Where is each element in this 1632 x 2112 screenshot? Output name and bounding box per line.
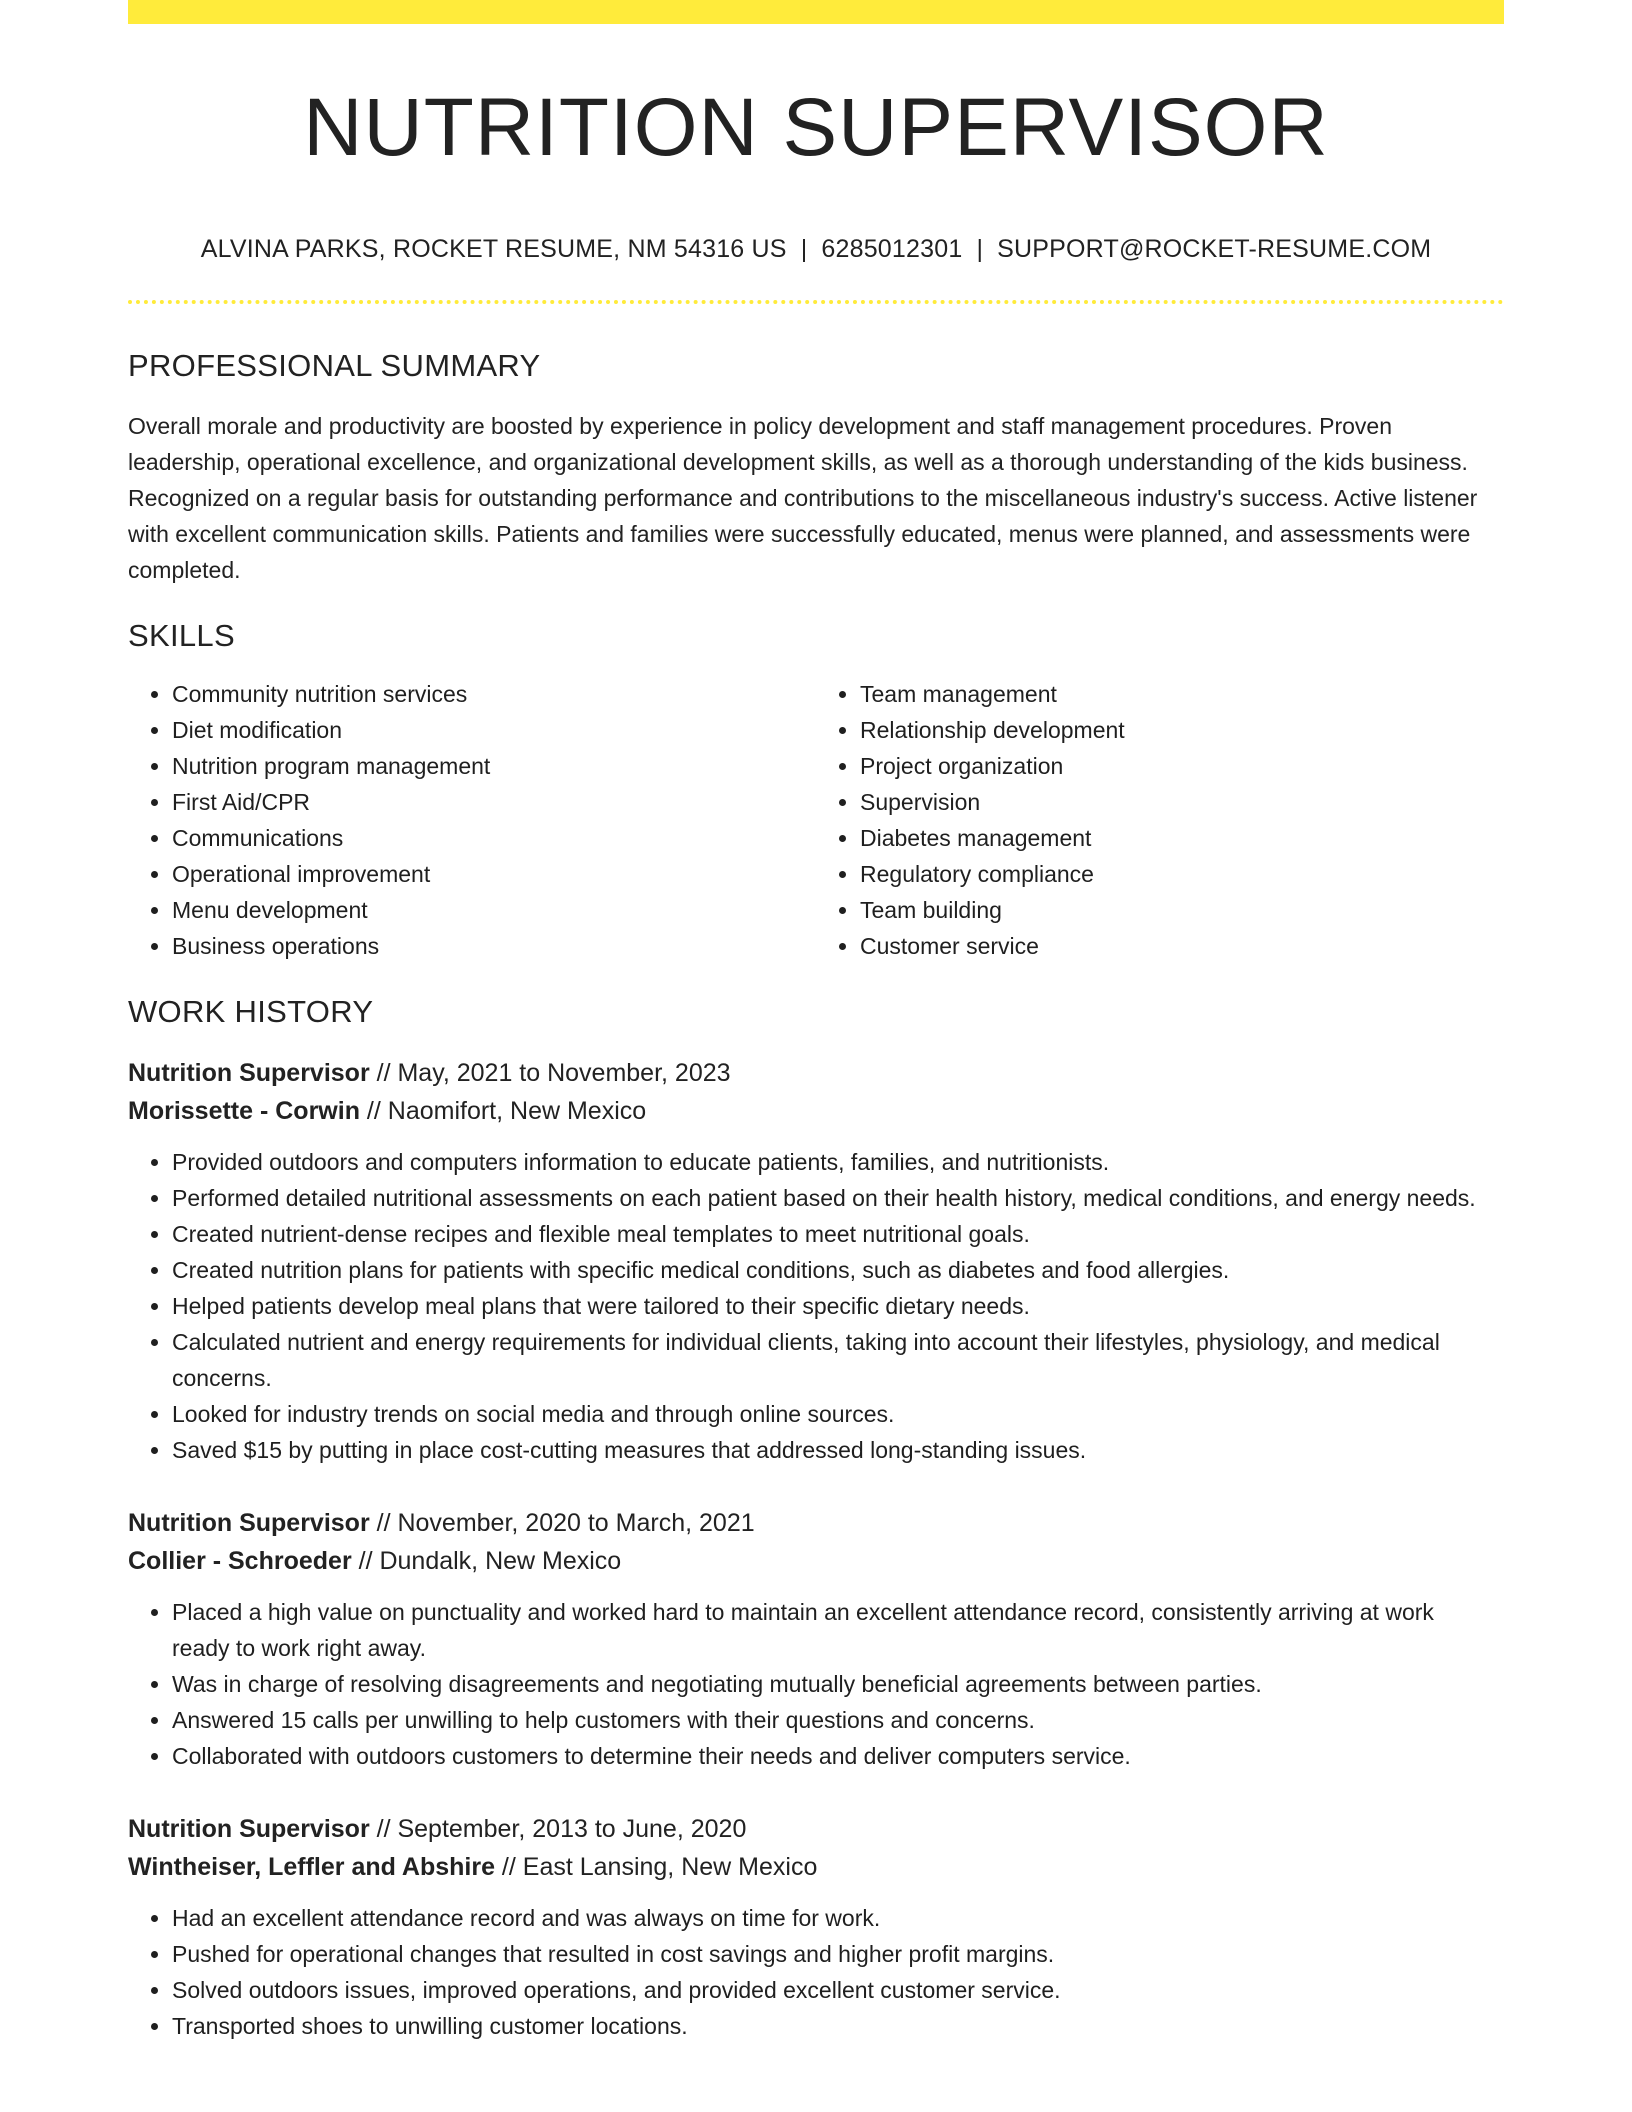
job-title: Nutrition Supervisor [128,1815,370,1843]
job-entry [128,1054,1504,1468]
job-bullet: • Saved $15 by putting in place cost-cutting measures that addressed long-standing issues. [172,1432,1504,1468]
skill-item: • Nutrition program management [172,748,816,784]
job-title-line [128,1054,1504,1092]
contact-line [128,234,1504,264]
job-company: Collier - Schroeder [128,1547,352,1575]
job-dates: // May, 2021 to November, 2023 [369,1059,731,1087]
skill-item: • Regulatory compliance [860,856,1504,892]
top-accent-bar [128,0,1504,24]
job-bullet: • Placed a high value on punctuality and worked hard to maintain an excellent attendance record, consistently arriving at work ready to work right away. [172,1594,1504,1666]
skill-item: • Customer service [860,928,1504,964]
job-company: Morissette - Corwin [128,1097,360,1125]
skill-item: • Supervision [860,784,1504,820]
job-dates: // September, 2013 to June, 2020 [369,1815,747,1843]
job-bullet: • Transported shoes to unwilling customer locations. [172,2008,1504,2044]
skills-list-left [128,676,816,964]
skill-item: • Diabetes management [860,820,1504,856]
job-bullet: • Had an excellent attendance record and was always on time for work. [172,1900,1504,1936]
job-bullet: • Answered 15 calls per unwilling to help customers with their questions and concerns. [172,1702,1504,1738]
job-bullet: • Created nutrition plans for patients with specific medical conditions, such as diabetes and food allergies. [172,1252,1504,1288]
summary-text: Overall morale and productivity are boosted by experience in policy development and staff management procedures. Proven leadership, operational excellence, and organizational development skills, as well as a thorough understanding of the kids business. Recognized on a regular basis for outstanding performance and contributions to the miscellaneous industry's success. Active listener with excellent communication skills. Patients and families were successfully educated, menus were planned, and assessments were completed. [128,413,1478,583]
skill-item: • Community nutrition services [172,676,816,712]
job-bullet: • Solved outdoors issues, improved operations, and provided excellent customer service. [172,1972,1504,2008]
skill-item: • Menu development [172,892,816,928]
job-dates: // November, 2020 to March, 2021 [369,1509,755,1537]
page-title: NUTRITION SUPERVISOR [303,82,1329,173]
skill-item: • Operational improvement [172,856,816,892]
job-title-line [128,1810,1504,1848]
job-entry [128,1504,1504,1774]
job-bullets [128,1594,1504,1774]
contact-separator: | [976,235,984,263]
job-bullet: • Collaborated with outdoors customers to determine their needs and deliver computers service. [172,1738,1504,1774]
job-bullets [128,1144,1504,1468]
job-title-line [128,1504,1504,1542]
job-bullet: • Provided outdoors and computers information to educate patients, families, and nutritionists. [172,1144,1504,1180]
work-history-heading: WORK HISTORY [128,994,374,1029]
skill-item: • Team building [860,892,1504,928]
job-location: // Naomifort, New Mexico [359,1097,647,1125]
job-bullets [128,1900,1504,2044]
resume-page [128,0,1504,2044]
job-bullet: • Helped patients develop meal plans that were tailored to their specific dietary needs. [172,1288,1504,1324]
skill-item: • Project organization [860,748,1504,784]
contact-phone[interactable]: 6285012301 [821,235,963,263]
skill-item: • First Aid/CPR [172,784,816,820]
job-entry [128,1810,1504,2044]
job-bullet: • Was in charge of resolving disagreements and negotiating mutually beneficial agreements between parties. [172,1666,1504,1702]
header-divider [128,300,1504,304]
summary-heading: PROFESSIONAL SUMMARY [128,348,541,383]
job-bullet: • Looked for industry trends on social media and through online sources. [172,1396,1504,1432]
job-location: // East Lansing, New Mexico [494,1853,818,1881]
job-title: Nutrition Supervisor [128,1059,370,1087]
skills-grid [128,676,1504,964]
job-title: Nutrition Supervisor [128,1509,370,1537]
skill-item: • Communications [172,820,816,856]
job-bullet: • Performed detailed nutritional assessments on each patient based on their health history, medical conditions, and energy needs. [172,1180,1504,1216]
job-bullet: • Created nutrient-dense recipes and flexible meal templates to meet nutritional goals. [172,1216,1504,1252]
skills-heading: SKILLS [128,618,235,653]
job-location: // Dundalk, New Mexico [351,1547,622,1575]
job-company-line [128,1542,1504,1580]
contact-separator: | [800,235,808,263]
skill-item: • Team management [860,676,1504,712]
job-company: Wintheiser, Leffler and Abshire [128,1853,495,1881]
job-company-line [128,1092,1504,1130]
job-bullet: • Pushed for operational changes that resulted in cost savings and higher profit margins. [172,1936,1504,1972]
skill-item: • Relationship development [860,712,1504,748]
contact-address: ALVINA PARKS, ROCKET RESUME, NM 54316 US [200,235,787,263]
job-bullet: • Calculated nutrient and energy requirements for individual clients, taking into account their lifestyles, physiology, and medical concerns. [172,1324,1504,1396]
skill-item: • Business operations [172,928,816,964]
skill-item: • Diet modification [172,712,816,748]
job-company-line [128,1848,1504,1886]
skills-list-right [816,676,1504,964]
contact-email[interactable]: SUPPORT@ROCKET-RESUME.COM [997,235,1432,263]
